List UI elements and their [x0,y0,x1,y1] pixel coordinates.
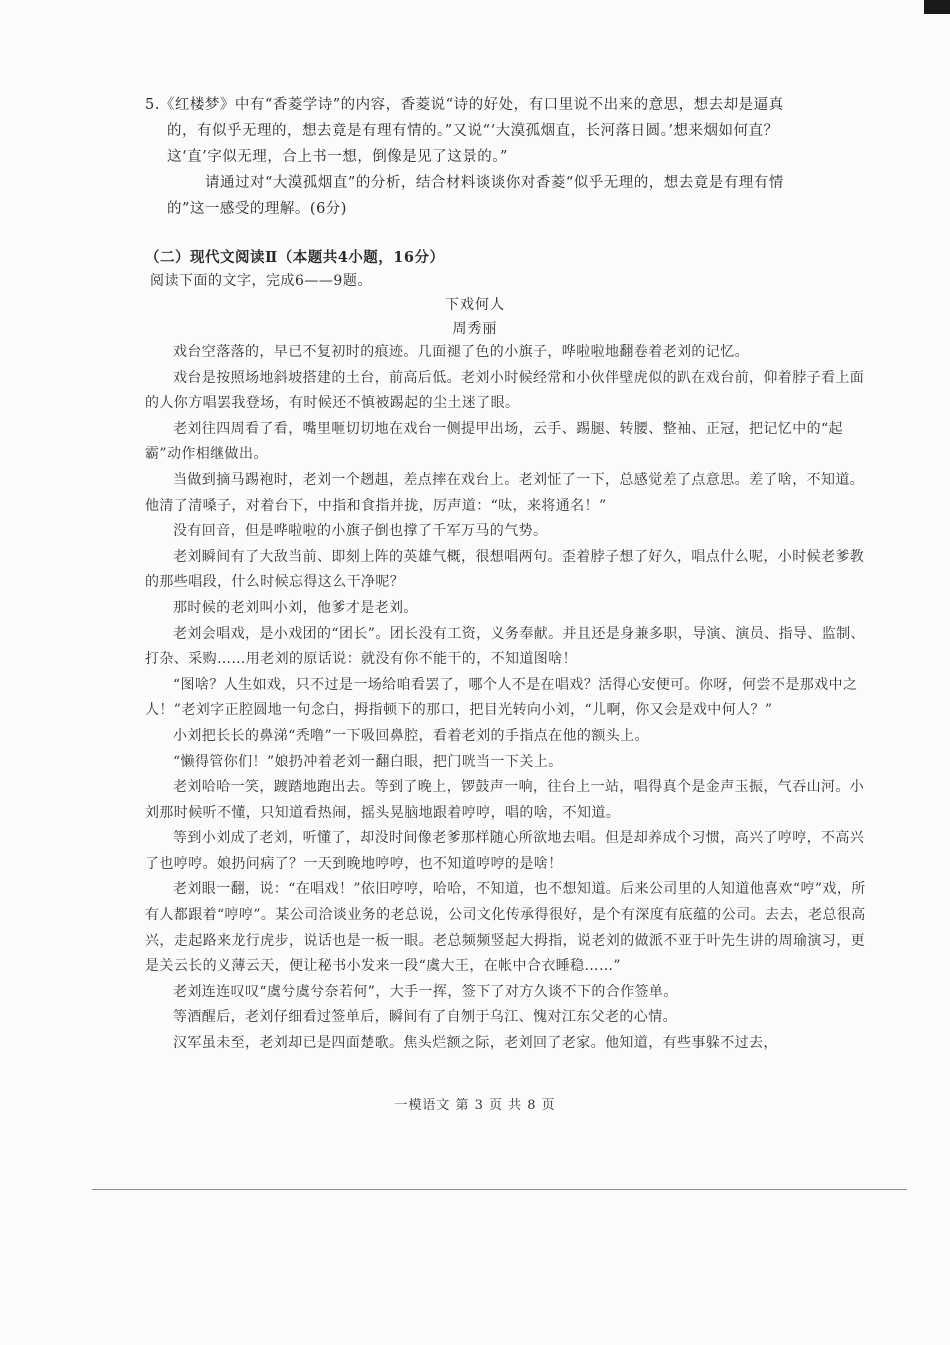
question-5-prompt-line: 的”这一感受的理解。(6分) [167,201,347,217]
story-paragraph: 没有回音，但是哗啦啦的小旗子倒也撑了千军万马的气势。 [173,523,548,540]
section-title: （二）现代文阅读Ⅱ（本题共4小题，16分） [145,249,445,266]
story-paragraph: 老刘往四周看了看，嘴里咂切切地在戏台一侧提甲出场，云手、踢腿、转腰、整袖、正冠，把记忆中的“起霸”动作相继做出。 [145,420,843,463]
story-paragraph: 等到小刘成了老刘，听懂了，却没时间像老爹那样随心所欲地去唱。但是却养成个习惯，高兴了哼哼，不高兴了也哼哼。娘扔问病了？一天到晚地哼哼，也不知道哼哼的是啥！ [145,830,865,872]
question-5-line: 的，有似乎无理的，想去竟是有理有情的。”又说“‘大漠孤烟直，长河落日圆。’想来烟如何直？ [167,123,779,139]
story-paragraph: 汉军虽未至，老刘却已是四面楚歌。焦头烂额之际，老刘回了老家。他知道，有些事躲不过去， [173,1035,778,1052]
page-footer: 一模语文 第 3 页 共 8 页 [394,1098,556,1113]
story-paragraph: 老刘哈哈一笑，踱踏地跑出去。等到了晚上，锣鼓声一响，往台上一站，唱得真个是金声玉振，气吞山河。小刘那时候听不懂，只知道看热闹，摇头晃脑地跟着哼哼，唱的啥，不知道。 [145,779,865,821]
story-paragraph: 等酒醒后，老刘仔细看过签单后，瞬间有了自刎于乌江、愧对江东父老的心情。 [173,1009,677,1026]
story-paragraph: “图啥？人生如戏，只不过是一场给咱看罢了，哪个人不是在唱戏？活得心安便可。你呀，何尝不是那戏中之人！”老刘字正腔圆地一句念白，拇指顿下的那口，把目光转向小刘，“儿啊，你又会是戏中何人？” [145,676,858,719]
story-author: 周秀丽 [452,321,498,337]
story-title: 下戏何人 [445,297,505,313]
story-paragraph: 老刘眼一翻，说：“在唱戏！”依旧哼哼，哈哈，不知道，也不想知道。后来公司里的人知道他喜欢“哼”戏，所有人都跟着“哼哼”。某公司洽谈业务的老总说，公司文化传承得很好，是个有深度有底蕴的公司。去去，老总很高兴，走起路来龙行虎步，说话也是一板一眼。老总频频竖起大拇指，说老刘的做派不亚于叶先生讲的周瑜演习，更是关云长的义薄云天，便让秘书小发来一段“虞大王，在帐中合衣睡稳……” [145,881,866,975]
story-body [145,340,875,1057]
story-paragraph: 戏台是按照场地斜坡搭建的土台，前高后低。老刘小时候经常和小伙伴壁虎似的趴在戏台前，仰着脖子看上面的人你方唱罢我登场，有时候还不慎被踢起的尘土迷了眼。 [145,369,865,412]
question-5-line: 这‘直’字似无理，合上书一想，倒像是见了这景的。” [167,149,508,165]
question-5-line: 5.《红楼梦》中有“香菱学诗”的内容，香菱说“诗的好处，有口里说不出来的意思，想去却是逼真 [145,97,784,113]
bottom-divider [92,1189,907,1190]
section-instruction: 阅读下面的文字，完成6——9题。 [150,273,372,289]
story-paragraph: 老刘会唱戏，是小戏团的“团长”。团长没有工资，义务奉献。并且还是身兼多职，导演、演员、指导、监制、打杂、采购……用老刘的原话说：就没有你不能干的，不知道图啥！ [145,625,865,668]
story-paragraph: 小刘把长长的鼻涕“秃噜”一下吸回鼻腔，看着老刘的手指点在他的额头上。 [173,727,649,744]
question-5 [145,92,875,222]
scan-corner-mark [924,0,950,14]
story-paragraph: 那时候的老刘叫小刘，他爹才是老刘。 [173,599,418,616]
story-paragraph: 戏台空落落的，早已不复初时的痕迹。几面褪了色的小旗子，哗啦啦地翻卷着老刘的记忆。 [173,344,749,360]
story-paragraph: 老刘瞬间有了大敌当前、即刻上阵的英雄气概，很想唱两句。歪着脖子想了好久，唱点什么呢，小时候老爹教的那些唱段，什么时候忘得这么干净呢？ [145,548,865,591]
story-paragraph: 当做到摘马踢袍时，老刘一个趔趄，差点摔在戏台上。老刘怔了一下，总感觉差了点意思。差了啥，不知道。他清了清嗓子，对着台下，中指和食指并拢，厉声道：“呔，来将通名！” [145,471,865,514]
question-5-prompt-line: 请通过对“大漠孤烟直”的分析，结合材料谈谈你对香菱“似乎无理的，想去竟是有理有情 [205,175,784,191]
story-paragraph: “懒得管你们！”娘扔冲着老刘一翻白眼，把门咣当一下关上。 [173,753,563,770]
story-paragraph: 老刘连连叹叹“虞兮虞兮奈若何”，大手一挥，签下了对方久谈不下的合作签单。 [173,983,678,1000]
